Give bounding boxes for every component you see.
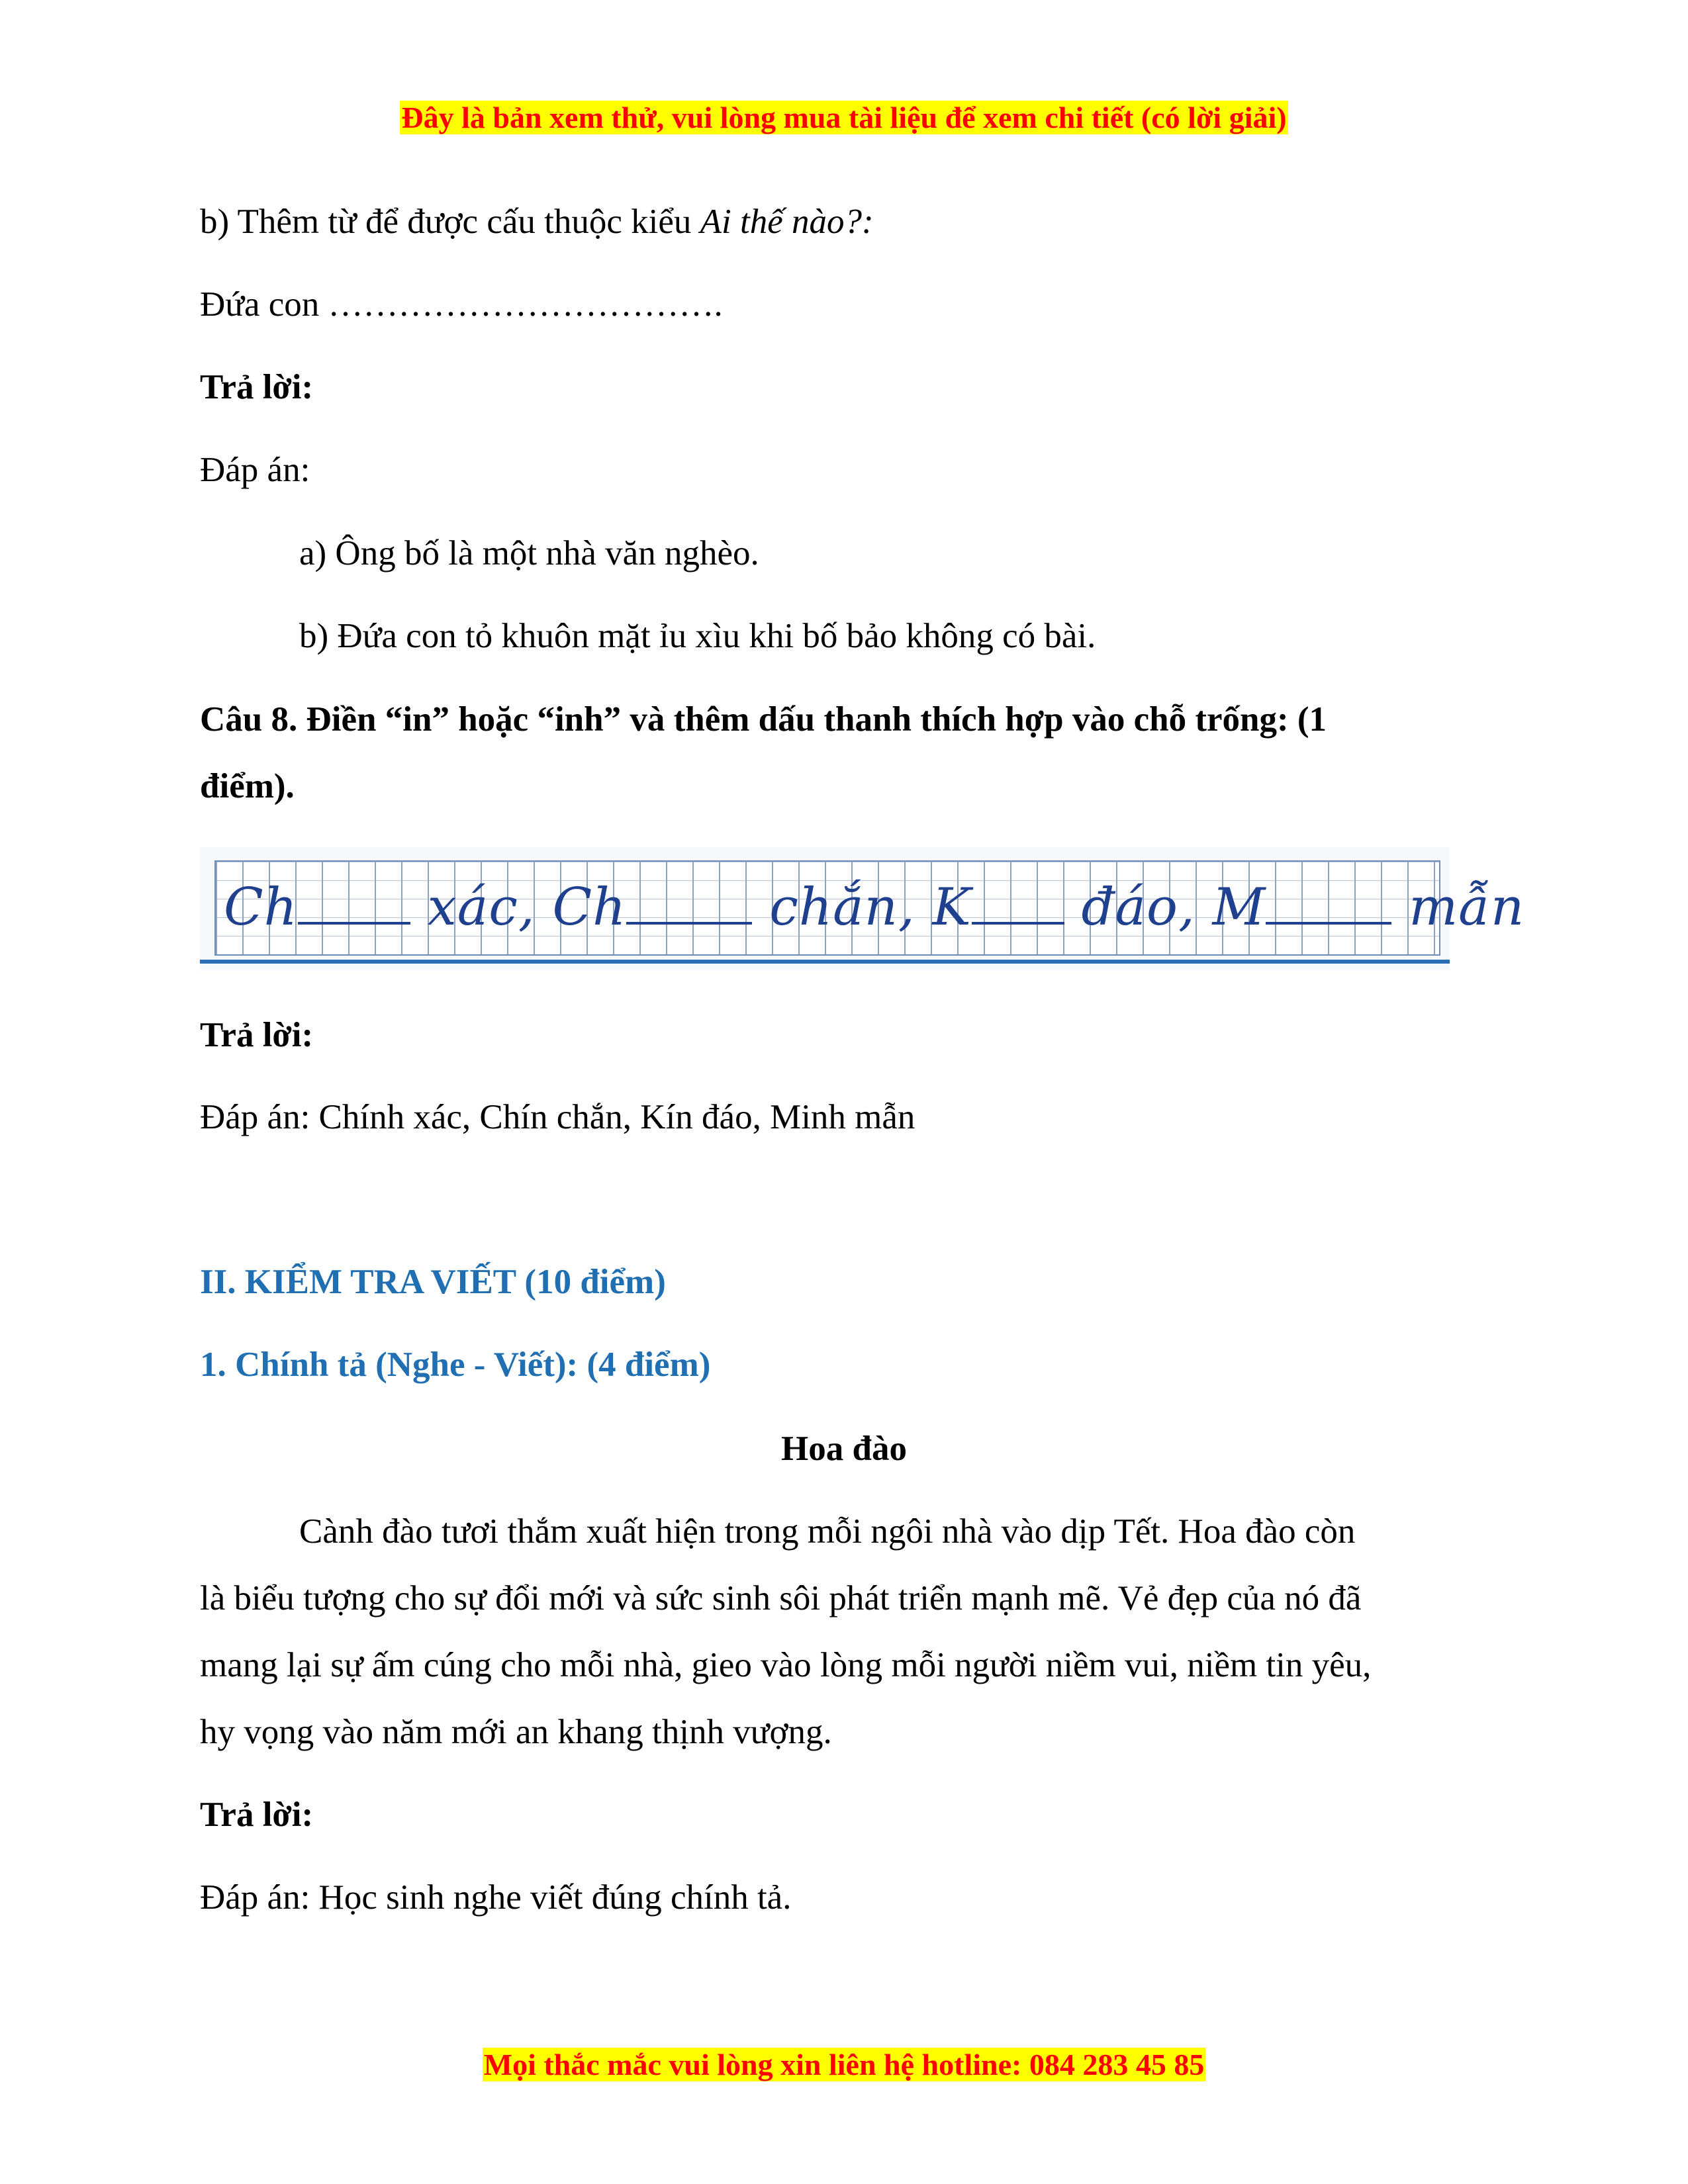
answer-a: a) Ông bố là một nhà văn nghèo. [299, 534, 759, 572]
answer-label: Trả lời: [200, 1016, 314, 1054]
question-b [200, 201, 874, 243]
preview-banner [0, 99, 1688, 136]
question-8-line-1: Câu 8. Điền “in” hoặc “inh” và thêm dấu thanh thích hợp vào chỗ trống: (1 [200, 700, 1327, 739]
question-b-text: b) Thêm từ để được cấu thuộc kiểu [200, 203, 700, 241]
passage-line: là biểu tượng cho sự đổi mới và sức sinh sôi phát triển mạnh mẽ. Vẻ đẹp của nó đã [200, 1579, 1362, 1617]
hw-blank [972, 876, 1064, 925]
passage-paragraph [200, 1498, 1497, 1766]
question-8-line-2: điểm). [200, 767, 295, 805]
passage-line: mang lại sự ấm cúng cho mỗi nhà, gieo vào lòng mỗi người niềm vui, niềm tin yêu, [200, 1646, 1372, 1684]
hotline-banner-text: Mọi thắc mắc vui lòng xin liên hệ hotline: 084 283 45 85 [483, 2048, 1205, 2081]
hw-word: K [932, 878, 972, 937]
answer-label: Trả lời: [200, 1796, 314, 1834]
section-heading: II. KIỂM TRA VIẾT (10 điểm) [200, 1263, 666, 1301]
hw-word: mẫn [1409, 878, 1525, 937]
passage-title: Hoa đào [781, 1430, 907, 1468]
question-b-blank-line: Đứa con ……………………………. [200, 285, 723, 324]
answer-key-label: Đáp án: [200, 451, 310, 489]
answer-label: Trả lời: [200, 368, 314, 406]
subsection-heading: 1. Chính tả (Nghe - Viết): (4 điểm) [200, 1345, 711, 1384]
hw-word: Ch [224, 878, 298, 937]
dictation-answer: Đáp án: Học sinh nghe viết đúng chính tả. [200, 1878, 792, 1917]
hw-blank [626, 876, 752, 925]
hw-word: xác, [427, 878, 536, 937]
passage-line: Cành đào tươi thắm xuất hiện trong mỗi ngôi nhà vào dịp Tết. Hoa đào còn [299, 1512, 1356, 1551]
question-8-answer: Đáp án: Chính xác, Chín chắn, Kín đáo, Minh mẫn [200, 1098, 915, 1136]
hw-blank [1266, 876, 1391, 925]
handwriting-exercise-image [200, 847, 1525, 970]
answer-b: b) Đứa con tỏ khuôn mặt ỉu xìu khi bố bảo không có bài. [299, 617, 1096, 655]
hw-word: chắn, [769, 878, 915, 937]
handwriting-baseline [200, 960, 1450, 964]
question-b-italic: Ai thế nào?: [700, 203, 874, 241]
hw-word: đáo, [1081, 878, 1196, 937]
preview-banner-text: Đây là bản xem thử, vui lòng mua tài liệu để xem chi tiết (có lời giải) [401, 101, 1287, 134]
passage-line: hy vọng vào năm mới an khang thịnh vượng. [200, 1713, 832, 1751]
hw-word: M [1212, 878, 1266, 937]
hw-blank [298, 876, 410, 925]
hotline-banner [0, 2046, 1688, 2083]
hw-word: Ch [552, 878, 627, 937]
handwriting-text [224, 871, 1524, 944]
